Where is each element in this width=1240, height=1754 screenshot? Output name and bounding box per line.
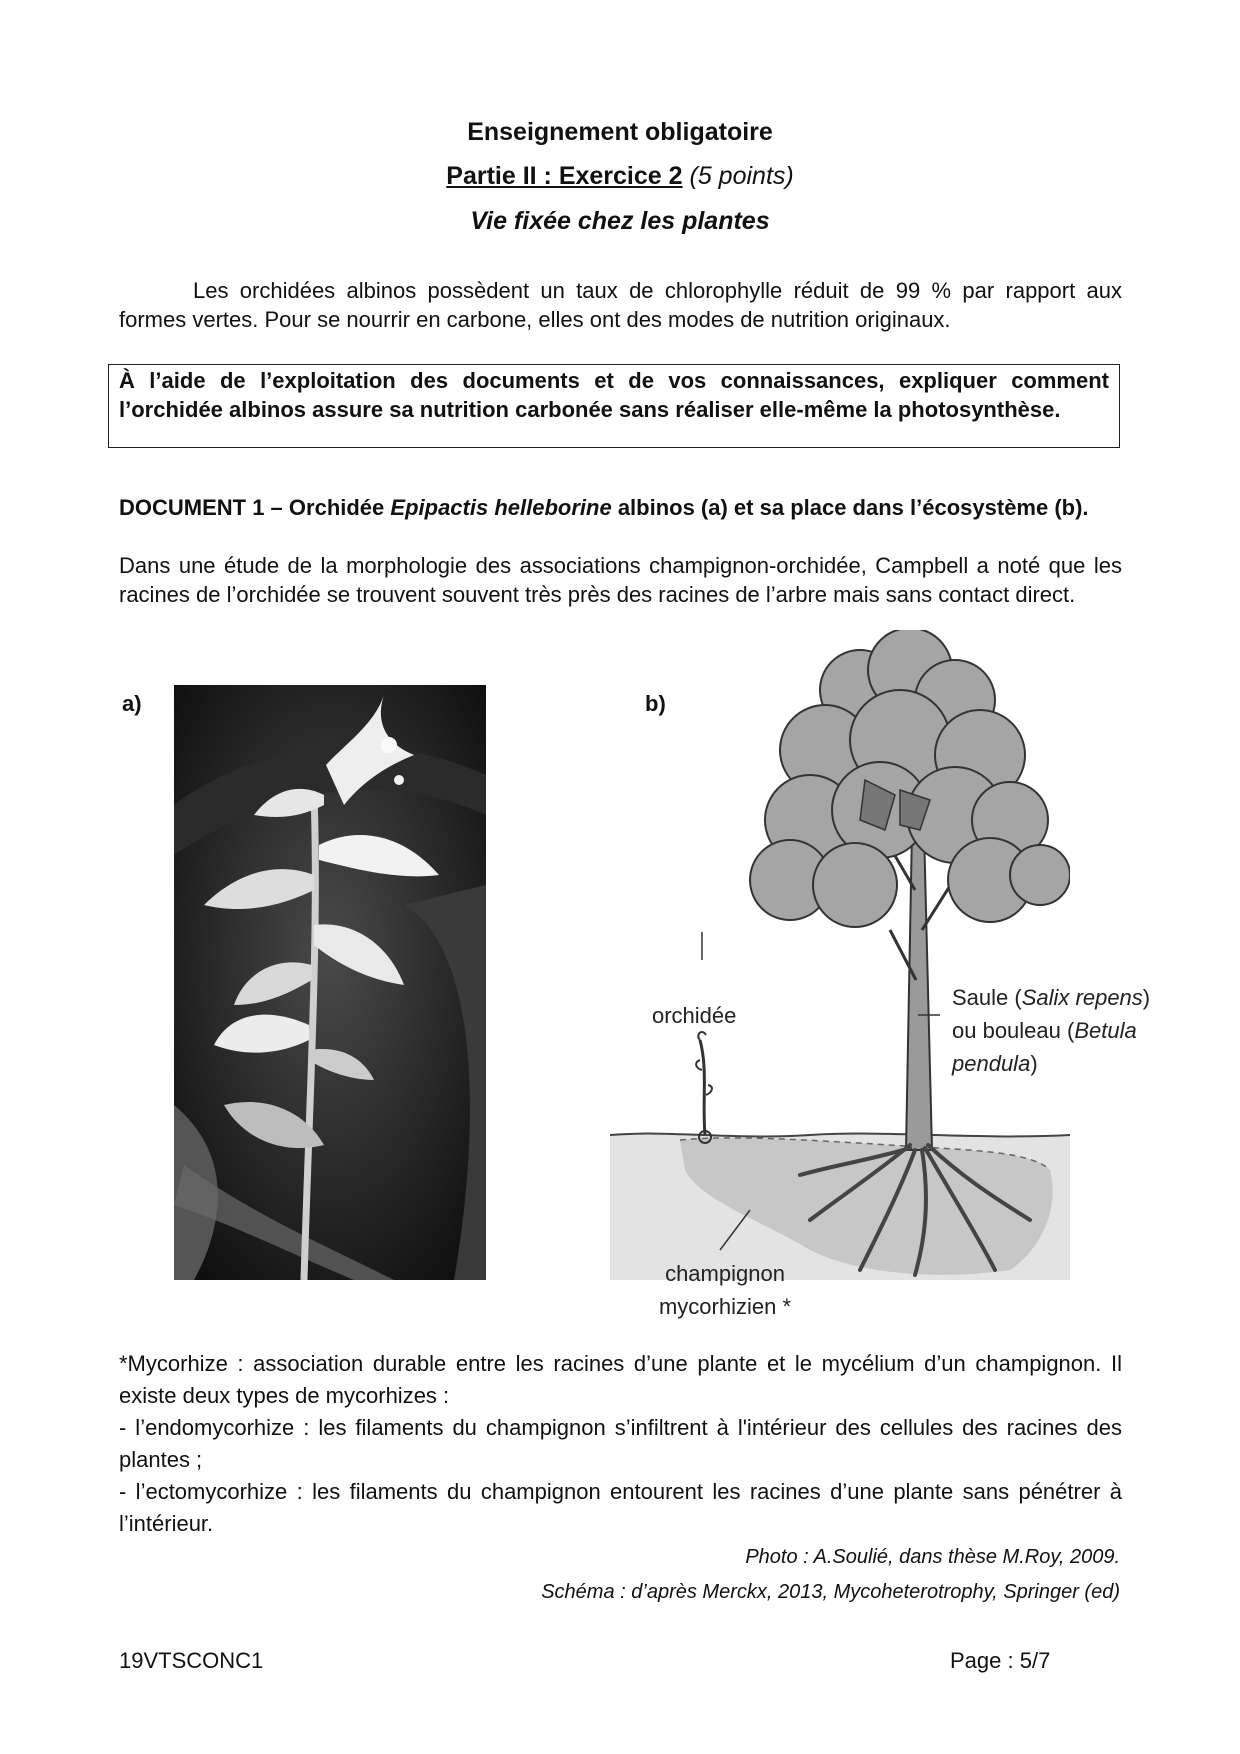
schema-source: Schéma : d’après Merckx, 2013, Mycoheterotrophy, Springer (ed)	[541, 1581, 1120, 1603]
orchid-photo	[174, 685, 486, 1280]
footnote	[119, 1348, 1122, 1540]
fungus-label: champignon mycorhizien *	[658, 1261, 792, 1319]
subtitle: Vie fixée chez les plantes	[470, 207, 770, 235]
tree-label-line2: ou bouleau (Betula	[952, 1018, 1137, 1043]
orchid-label: orchidée	[652, 1003, 737, 1028]
document1-title: DOCUMENT 1 – Orchidée Epipactis helleborine albinos (a) et sa place dans l’écosystème (b).	[119, 495, 1089, 520]
footnote-line1: *Mycorhize : association durable entre les racines d’une plante et le mycélium d’un champignon. Il existe deux types de mycorhizes :	[119, 1351, 1122, 1408]
tree-label-line1: Saule (Salix repens)	[952, 985, 1151, 1010]
figure-label-b: b)	[645, 691, 666, 716]
intro-paragraph: Les orchidées albinos possèdent un taux de chlorophylle réduit de 99 % par rapport aux formes vertes. Pour se nourrir en carbone, elles ont des modes de nutrition originaux.	[119, 278, 1122, 332]
points-label: (5 points)	[689, 162, 794, 190]
partie-label: Partie II : Exercice 2	[446, 162, 683, 190]
footnote-line2: - l’endomycorhize : les filaments du champignon s’infiltrent à l'intérieur des cellules des racines des plantes ;	[119, 1415, 1122, 1472]
footer-page: Page : 5/7	[950, 1648, 1051, 1673]
header-partie	[0, 162, 1240, 191]
tree-label	[952, 981, 1150, 1080]
ecosystem-schema	[610, 630, 1070, 1280]
photo-source: Photo : A.Soulié, dans thèse M.Roy, 2009.	[745, 1546, 1120, 1568]
orchid-photo-drawing	[174, 685, 486, 1280]
header-line1: Enseignement obligatoire	[467, 118, 773, 146]
footnote-line3: - l’ectomycorhize : les filaments du champignon entourent les racines d’une plante sans pénétrer à l’intérieur.	[119, 1479, 1122, 1536]
document1-text: Dans une étude de la morphologie des associations champignon-orchidée, Campbell a noté que les racines de l’orchidée se trouvent souvent très près des racines de l’arbre mais sans contact direct.	[119, 553, 1122, 607]
species-name: Epipactis helleborine	[390, 495, 612, 520]
figure-label-a: a)	[122, 691, 142, 716]
footer-code: 19VTSCONC1	[119, 1648, 264, 1673]
ecosystem-schema-drawing	[610, 630, 1070, 1280]
question-box: À l’aide de l’exploitation des documents et de vos connaissances, expliquer comment l’orchidée albinos assure sa nutrition carbonée sans réaliser elle-même la photosynthèse.	[108, 364, 1120, 448]
tree-label-line3: pendula)	[952, 1051, 1038, 1076]
